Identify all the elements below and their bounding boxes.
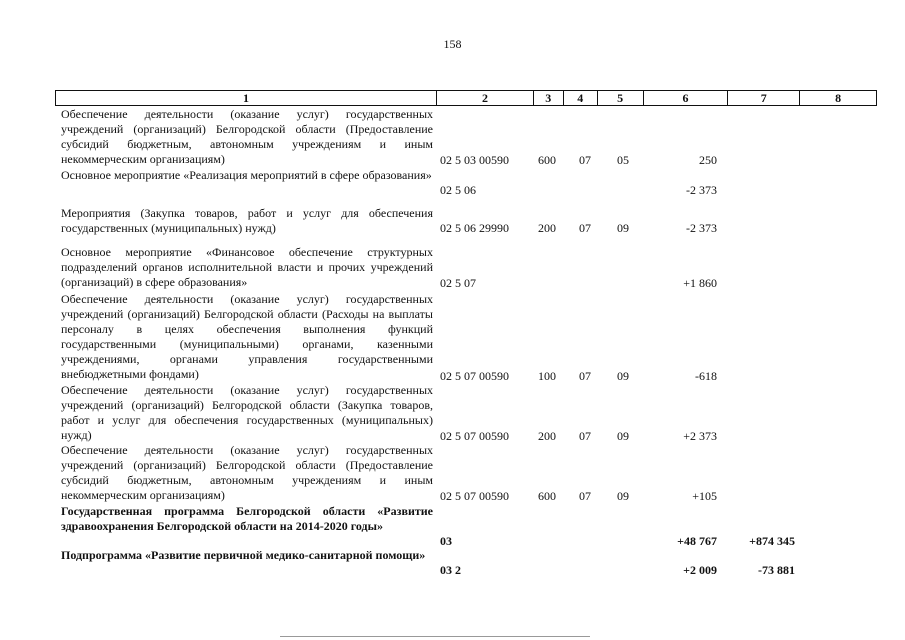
- page-number: 158: [443, 37, 462, 51]
- row-col-5: 09: [617, 221, 629, 235]
- bottom-divider: [280, 636, 590, 637]
- row-col-6: +2 009: [683, 563, 717, 577]
- header-col-4: 4: [564, 91, 598, 105]
- row-col-5: 09: [617, 429, 629, 443]
- header-col-3: 3: [534, 91, 564, 105]
- row-col-6: -2 373: [686, 183, 717, 197]
- table-row: [55, 383, 877, 445]
- row-description: Основное мероприятие «Реализация мероприятий в сфере образования»: [61, 168, 432, 182]
- row-description: Обеспечение деятельности (оказание услуг) государственных учреждений (организаций) Белгородской области (Расходы на выплаты персоналу в целях обеспечения выполнения функций государственными (муниципальными) органами, казенными учреждениями, органами управления государственными внебюджетными фондами): [61, 292, 433, 381]
- row-description: Обеспечение деятельности (оказание услуг) государственных учреждений (организаций) Белгородской области (Предоставление субсидий бюджетным, автономным учреждениям и иным некоммерческим организациям): [61, 443, 433, 502]
- row-code: 03: [440, 534, 452, 548]
- row-col-5: 09: [617, 489, 629, 503]
- row-description: Обеспечение деятельности (оказание услуг) государственных учреждений (организаций) Белгородской области (Предоставление субсидий бюджетным, автономным учреждениям и иным некоммерческим организациям): [61, 107, 433, 166]
- header-col-2: 2: [437, 91, 534, 105]
- row-col-4: 07: [579, 221, 591, 235]
- row-col-3: 600: [538, 489, 556, 503]
- row-col-6: +1 860: [683, 276, 717, 290]
- row-code: 02 5 03 00590: [440, 153, 509, 167]
- row-code: 02 5 06 29990: [440, 221, 509, 235]
- row-col-6: 250: [699, 153, 717, 167]
- row-col-6: +105: [692, 489, 717, 503]
- table-row: [55, 168, 877, 200]
- header-col-1: 1: [56, 91, 437, 105]
- table-row: [55, 245, 877, 291]
- row-col-5: 05: [617, 153, 629, 167]
- row-col-4: 07: [579, 369, 591, 383]
- row-col-4: 07: [579, 429, 591, 443]
- row-col-4: 07: [579, 489, 591, 503]
- row-description: Основное мероприятие «Финансовое обеспечение структурных подразделений органов исполнительной власти и прочих учреждений (организаций) в сфере образования»: [61, 245, 433, 289]
- table-row: [55, 107, 877, 169]
- table-row: [55, 443, 877, 505]
- row-col-6: -2 373: [686, 221, 717, 235]
- row-col-3: 600: [538, 153, 556, 167]
- row-col-6: +48 767: [677, 534, 717, 548]
- table-row: [55, 206, 877, 238]
- row-col-3: 200: [538, 221, 556, 235]
- row-code: 02 5 06: [440, 183, 476, 197]
- header-col-8: 8: [835, 91, 842, 105]
- row-col-6: +2 373: [683, 429, 717, 443]
- row-col-3: 200: [538, 429, 556, 443]
- row-code: 02 5 07 00590: [440, 369, 509, 383]
- row-code: 02 5 07 00590: [440, 489, 509, 503]
- header-col-6: 6: [644, 91, 729, 105]
- table-row: [55, 504, 877, 550]
- table-header: [55, 90, 877, 106]
- row-col-6: -618: [695, 369, 717, 383]
- row-description: Мероприятия (Закупка товаров, работ и услуг для обеспечения государственных (муниципальных) нужд): [61, 206, 433, 235]
- row-code: 02 5 07 00590: [440, 429, 509, 443]
- table-row: [55, 292, 877, 384]
- row-code: 02 5 07: [440, 276, 476, 290]
- row-description: Обеспечение деятельности (оказание услуг) государственных учреждений (организаций) Белгородской области (Закупка товаров, работ и услуг для обеспечения государственных (муниципальных) нужд): [61, 383, 433, 442]
- row-col-3: 100: [538, 369, 556, 383]
- row-code: 03 2: [440, 563, 461, 577]
- header-col-7: 7: [728, 91, 800, 105]
- row-col-7: -73 881: [758, 563, 795, 577]
- table-row: [55, 548, 877, 580]
- row-description: Государственная программа Белгородской области «Развитие здравоохранения Белгородской области на 2014-2020 годы»: [61, 504, 433, 533]
- header-col-5: 5: [598, 91, 644, 105]
- row-col-7: +874 345: [749, 534, 795, 548]
- row-col-4: 07: [579, 153, 591, 167]
- row-description: Подпрограмма «Развитие первичной медико-санитарной помощи»: [61, 548, 426, 562]
- row-col-5: 09: [617, 369, 629, 383]
